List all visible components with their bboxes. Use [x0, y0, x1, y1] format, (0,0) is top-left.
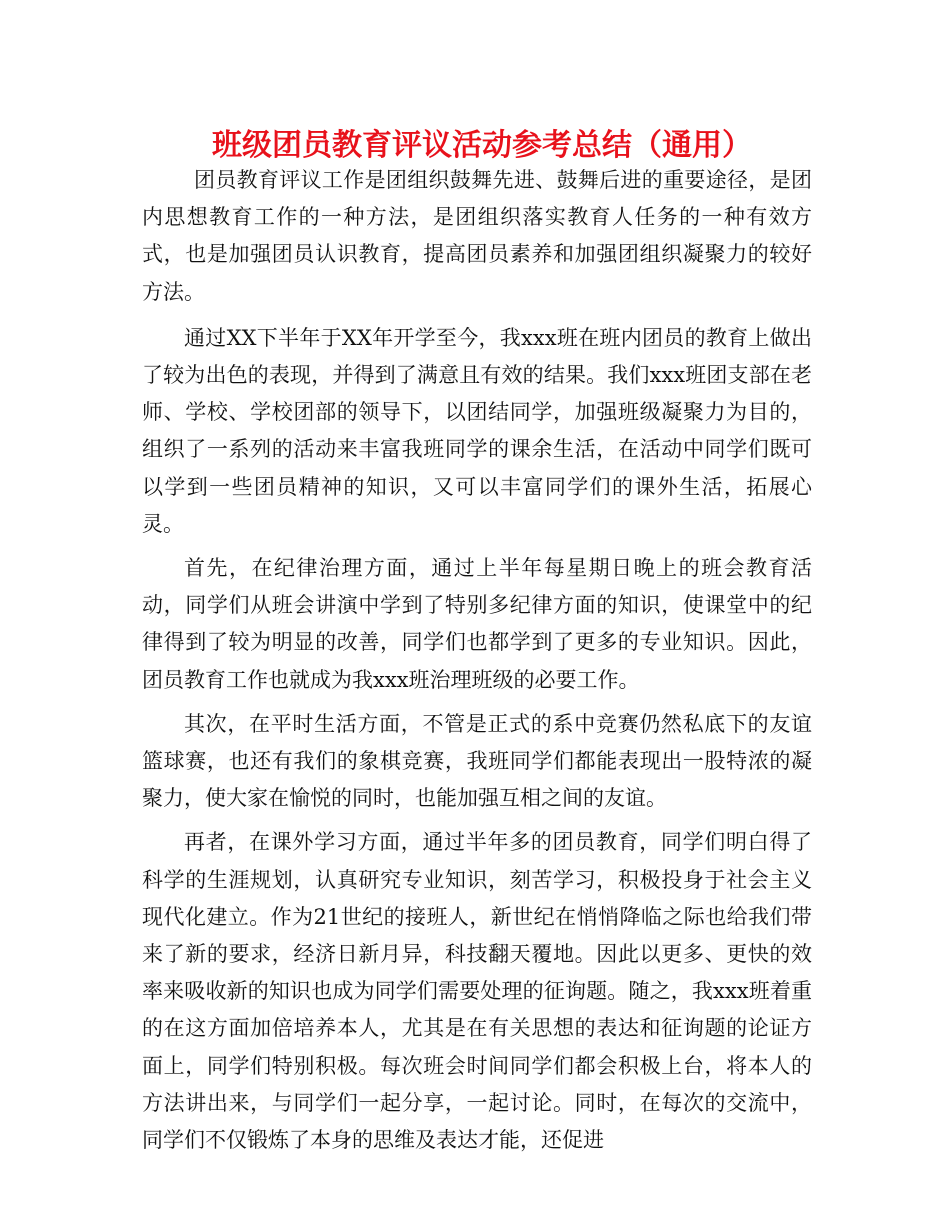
document-body	[142, 162, 812, 1159]
paragraph: 再者，在课外学习方面，通过半年多的团员教育，同学们明白得了科学的生涯规划，认真研究专业知识，刻苦学习，积极投身于社会主义现代化建立。作为21世纪的接班人，新世纪在悄悄降临之际也给我们带来了新的要求，经济日新月异，科技翻天覆地。因此以更多、更快的效率来吸收新的知识也成为同学们需要处理的征询题。随之，我xxx班着重的在这方面加倍培养本人，尤其是在有关思想的表达和征询题的论证方面上，同学们特别积极。每次班会时间同学们都会积极上台，将本人的方法讲出来，与同学们一起分享，一起讨论。同时，在每次的交流中，同学们不仅锻炼了本身的思维及表达才能，还促进	[142, 830, 812, 1153]
paragraph: 首先，在纪律治理方面，通过上半年每星期日晚上的班会教育活动，同学们从班会讲演中学到了特别多纪律方面的知识，使课堂中的纪律得到了较为明显的改善，同学们也都学到了更多的专业知识。因此，团员教育工作也就成为我xxx班治理班级的必要工作。	[142, 556, 812, 692]
paragraph: 通过XX下半年于XX年开学至今，我xxx班在班内团员的教育上做出了较为出色的表现，并得到了满意且有效的结果。我们xxx班团支部在老师、学校、学校团部的领导下，以团结同学，加强班级凝聚力为目的，组织了一系列的活动来丰富我班同学的课余生活，在活动中同学们既可以学到一些团员精神的知识，又可以丰富同学们的课外生活，拓展心灵。	[142, 325, 812, 536]
document-title: 班级团员教育评议活动参考总结（通用）	[212, 128, 752, 163]
paragraph: 其次，在平时生活方面，不管是正式的系中竞赛仍然私底下的友谊篮球赛，也还有我们的象棋竞赛，我班同学们都能表现出一股特浓的凝聚力，使大家在愉悦的同时，也能加强互相之间的友谊。	[142, 711, 812, 811]
paragraph: 团员教育评议工作是团组织鼓舞先进、鼓舞后进的重要途径，是团内思想教育工作的一种方法，是团组织落实教育人任务的一种有效方式，也是加强团员认识教育，提高团员素养和加强团组织凝聚力的较好方法。	[142, 168, 812, 304]
